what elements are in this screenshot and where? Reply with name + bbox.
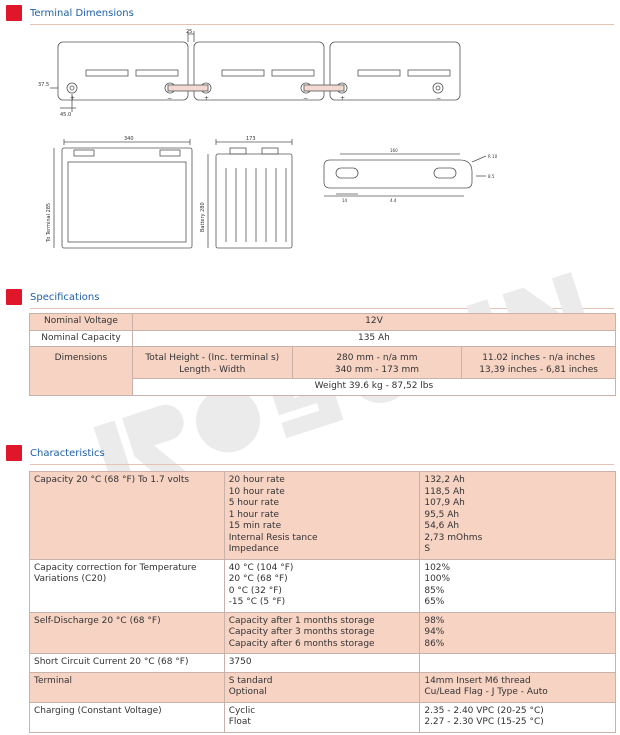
value-text: 14mm Insert M6 thread: [424, 675, 531, 686]
condition-text: Cyclic: [228, 705, 256, 716]
charging-values: [420, 702, 616, 732]
characteristics-heading: [6, 445, 105, 461]
table-row: [30, 654, 616, 673]
table-row: [30, 314, 616, 331]
dim-to-terminal: To Terminal 285: [46, 202, 52, 242]
value-text: 2.27 - 2.30 VPC (15-25 °C): [424, 717, 544, 727]
capacity-values: [420, 472, 616, 560]
terminal-dimensions-heading: [6, 5, 134, 21]
dim-battery-height: Battery 280: [200, 202, 206, 232]
value-text: 118,5 Ah: [424, 486, 465, 497]
charging-label: Charging (Constant Voltage): [30, 702, 225, 732]
value-text: Cu/Lead Flag - J Type - Auto: [424, 687, 548, 697]
condition-text: 5 hour rate: [228, 498, 280, 508]
value-text: 132,2 Ah: [424, 475, 465, 485]
table-row: [30, 702, 616, 732]
section-title: Specifications: [30, 291, 100, 303]
value-text: 65%: [424, 597, 445, 607]
nominal-capacity-value: 135 Ah: [132, 330, 615, 347]
dim-mm-value: 340 mm - 173 mm: [334, 364, 419, 375]
condition-text: Capacity after 1 months storage: [228, 615, 375, 626]
charging-conditions: [224, 702, 420, 732]
nominal-voltage-value: 12V: [132, 314, 615, 331]
condition-text: Impedance: [228, 544, 279, 554]
section-marker-icon: [6, 289, 22, 305]
nominal-capacity-label: Nominal Capacity: [30, 330, 133, 347]
dim-inch-value: 13,39 inches - 6,81 inches: [479, 364, 598, 375]
dim-width-offset: 45.0: [60, 112, 72, 118]
capacity-conditions: [224, 472, 420, 560]
svg-text:−: −: [167, 95, 173, 102]
dimensions-mm: [292, 347, 462, 379]
svg-text:+: +: [340, 95, 346, 102]
section-marker-icon: [6, 445, 22, 461]
battery-dimension-diagram: [40, 132, 580, 262]
value-text: S: [424, 544, 431, 554]
value-text: 2,73 mOhms: [424, 532, 483, 543]
dim-b: 4.4: [390, 198, 397, 203]
empty-cell: [420, 654, 616, 673]
dim-a: 14: [342, 198, 348, 203]
dim-mm-value: 280 mm - n/a mm: [336, 353, 418, 363]
dim-c: 8.5: [488, 174, 495, 179]
condition-text: Capacity after 6 months storage: [228, 638, 375, 649]
table-row: [30, 672, 616, 702]
condition-text: Internal Resis tance: [228, 532, 318, 543]
dim-inch-value: 11.02 inches - n/a inches: [482, 353, 596, 363]
value-text: 98%: [424, 615, 445, 626]
condition-text: S tandard: [228, 675, 273, 686]
divider: [30, 464, 614, 465]
table-row: [30, 472, 616, 560]
self-discharge-conditions: [224, 612, 420, 654]
dimensions-inches: [462, 347, 616, 379]
svg-text:+: +: [70, 95, 76, 102]
svg-text:25: 25: [186, 29, 193, 35]
weight-value: Weight 39.6 kg - 87,52 lbs: [132, 379, 615, 396]
short-circuit-value: 3750: [224, 654, 420, 673]
value-text: 54,6 Ah: [424, 521, 460, 531]
section-title: Terminal Dimensions: [30, 7, 134, 19]
table-row: [30, 330, 616, 347]
condition-text: 1 hour rate: [228, 509, 280, 520]
condition-text: Float: [228, 717, 251, 727]
dim-d: R 10: [488, 154, 498, 159]
self-discharge-values: [420, 612, 616, 654]
condition-text: 15 min rate: [228, 521, 282, 531]
condition-text: 20 °C (68 °F): [228, 574, 288, 584]
value-text: 85%: [424, 585, 445, 596]
condition-text: 40 °C (104 °F): [228, 562, 294, 573]
condition-text: 0 °C (32 °F): [228, 585, 282, 596]
terminal-conditions: [224, 672, 420, 702]
section-marker-icon: [6, 5, 22, 21]
characteristics-table: [29, 471, 616, 733]
short-circuit-label: Short Circuit Current 20 °C (68 °F): [30, 654, 225, 673]
value-text: 94%: [424, 627, 445, 637]
specifications-table: [29, 313, 616, 396]
value-text: 107,9 Ah: [424, 498, 465, 508]
dimensions-label: Dimensions: [30, 347, 133, 396]
value-text: 86%: [424, 638, 445, 649]
table-row: [30, 347, 616, 379]
condition-text: -15 °C (5 °F): [228, 597, 286, 607]
svg-text:−: −: [436, 95, 442, 102]
condition-text: Optional: [228, 687, 267, 697]
capacity-label: Capacity 20 °C (68 °F) To 1.7 volts: [30, 472, 225, 560]
dim-row-label: Total Height - (Inc. terminal s): [145, 353, 280, 363]
value-text: 95,5 Ah: [424, 509, 460, 520]
dim-inner-length: 160: [390, 148, 398, 153]
temp-correction-label: Capacity correction for Temperature Variations (C20): [30, 559, 225, 612]
value-text: 102%: [424, 562, 451, 573]
temp-values: [420, 559, 616, 612]
dim-width: 173: [246, 136, 256, 142]
section-title: Characteristics: [30, 447, 105, 459]
dim-row-label: Length - Width: [179, 364, 246, 375]
terminal-top-view-diagram: [40, 28, 560, 123]
value-text: 100%: [424, 574, 451, 584]
value-text: 2.35 - 2.40 VPC (20-25 °C): [424, 705, 544, 716]
terminal-label: Terminal: [30, 672, 225, 702]
table-row: [30, 612, 616, 654]
svg-text:−: −: [303, 95, 309, 102]
condition-text: 20 hour rate: [228, 475, 285, 485]
dim-height-offset: 37.5: [38, 82, 50, 88]
self-discharge-label: Self-Discharge 20 °C (68 °F): [30, 612, 225, 654]
temp-conditions: [224, 559, 420, 612]
terminal-values: [420, 672, 616, 702]
condition-text: Capacity after 3 months storage: [228, 627, 375, 637]
divider: [30, 24, 614, 25]
dimensions-labels: [132, 347, 292, 379]
svg-text:+: +: [204, 95, 210, 102]
table-row: [30, 559, 616, 612]
dim-length: 340: [124, 136, 134, 142]
condition-text: 10 hour rate: [228, 486, 285, 497]
nominal-voltage-label: Nominal Voltage: [30, 314, 133, 331]
